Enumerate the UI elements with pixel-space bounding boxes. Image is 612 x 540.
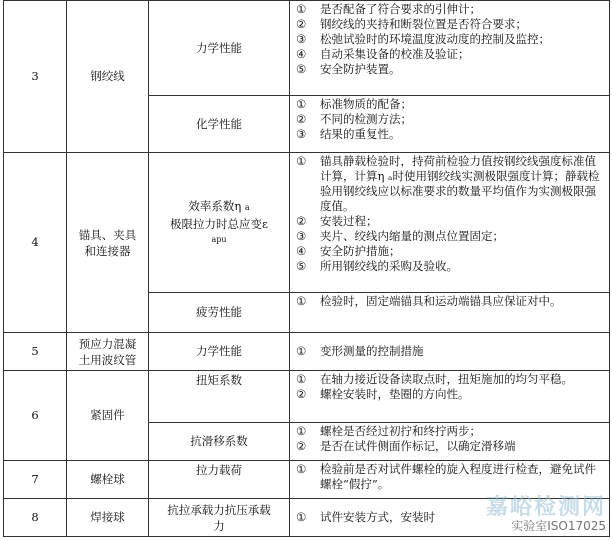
table-row	[4, 371, 610, 423]
item-name: 预应力混凝 土用波纹管	[67, 333, 149, 371]
aspect-cell: 拉力载荷	[149, 461, 290, 499]
aspect-cell: 力学性能	[149, 1, 290, 96]
row-number: 6	[4, 371, 67, 461]
points-cell: ① 检验时，固定端锚具和运动端锚具应保证对中。	[290, 293, 610, 333]
points-cell: ① 锚具静载检验时，持荷前检验力值按钢绞线强度标准值计算，计算η ₐ时使用钢绞线实测极限强度计算；静载检验用钢绞线应以标准要求的数量平均值作为实测极限强度值。 ② 安装过程； ③ 夹片、绞线内缩量的测点位置固定； ④ 安全防护措施； ⑤ 所用钢绞线的采购及验收。	[290, 153, 610, 293]
table-row	[4, 153, 610, 293]
item-name: 焊接球	[67, 499, 149, 537]
aspect-cell: 化学性能	[149, 96, 290, 153]
points-cell: ① 检验前是否对试件螺栓的旋入程度进行检查，避免试件螺栓“假拧”。	[290, 461, 610, 499]
aspect-cell: 抗拉承载力抗压承载 力	[149, 499, 290, 537]
watermark-logo-text: 嘉峪检测网	[485, 495, 606, 520]
aspect-cell: 效率系数η a 极限拉力时总应变ε apu	[149, 153, 290, 293]
row-number: 5	[4, 333, 67, 371]
points-cell: ① 变形测量的控制措施	[290, 333, 610, 371]
item-name: 紧固件	[67, 371, 149, 461]
points-cell: ① 试件安装方式，安装时	[290, 499, 610, 537]
watermark	[486, 490, 606, 534]
item-name: 钢绞线	[67, 1, 149, 153]
aspect-cell: 扭矩系数	[149, 371, 290, 423]
row-number: 8	[4, 499, 67, 537]
row-number: 4	[4, 153, 67, 333]
aspect-cell: 力学性能	[149, 333, 290, 371]
watermark-caption: 实验室ISO17025	[511, 519, 606, 533]
aspect-cell: 疲劳性能	[149, 293, 290, 333]
points-cell: ① 在轴力接近设备读取点时，扭矩施加的均匀平稳。 ② 螺栓安装时，垫圈的方向性。	[290, 371, 610, 423]
table-row	[4, 333, 610, 371]
aspect-cell: 抗滑移系数	[149, 423, 290, 461]
table-row	[4, 1, 610, 96]
points-cell: ① 标准物质的配备； ② 不同的检测方法； ③ 结果的重复性。	[290, 96, 610, 153]
item-name: 螺栓球	[67, 461, 149, 499]
inspection-table	[3, 0, 610, 537]
row-number: 3	[4, 1, 67, 153]
points-cell: ① 是否配备了符合要求的引伸计； ② 钢绞线的夹持和断裂位置是否符合要求； ③ 松弛试验时的环境温度波动度的控制及监控； ④ 自动采集设备的校准及验证； ⑤ 安全防护装置。	[290, 1, 610, 96]
row-number: 7	[4, 461, 67, 499]
points-cell: ① 螺栓是否经过初拧和终拧两步； ② 是否在试件侧面作标记，以确定滑移端	[290, 423, 610, 461]
item-name: 锚具、夹具 和连接器	[67, 153, 149, 333]
